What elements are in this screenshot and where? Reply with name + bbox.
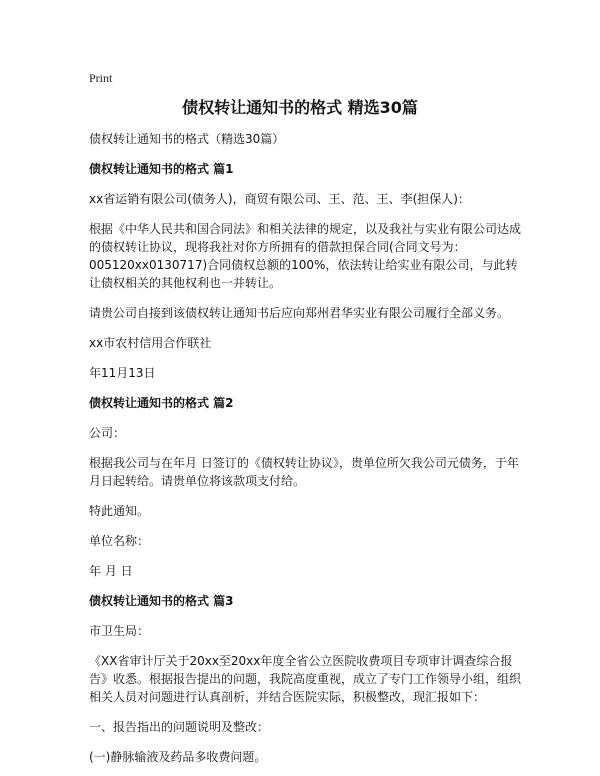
document-subtitle: 债权转让通知书的格式（精选30篇） bbox=[89, 132, 285, 146]
section3-item-1: 一、报告指出的问题说明及整改： bbox=[89, 720, 270, 734]
section1-addressee: xx省运销有限公司(债务人)，商贸有限公司、王、范、王、李(担保人)： bbox=[89, 192, 470, 206]
section1-request: 请贵公司自接到该债权转让通知书后应向郑州君华实业有限公司履行全部义务。 bbox=[89, 306, 510, 320]
section1-signatory: xx市农村信用合作联社 bbox=[89, 336, 212, 350]
section2-notice: 特此通知。 bbox=[89, 504, 150, 518]
section3-body: 《XX省审计厅关于20xx至20xx年度全省公立医院收费项目专项审计调查综合报告》收悉。根据报告提出的问题，我院高度重视，成立了专门工作领导小组，组织相关人员对问题进行认真剖析，并结合医院实际，积极整改，现汇报如下： bbox=[89, 654, 522, 704]
section-heading-1: 债权转让通知书的格式 篇1 bbox=[89, 162, 234, 176]
section1-date: 年11月13日 bbox=[89, 366, 156, 380]
section3-addressee: 市卫生局： bbox=[89, 624, 150, 638]
section2-unit-name: 单位名称： bbox=[89, 534, 150, 548]
section1-body: 根据《中华人民共和国合同法》和相关法律的规定，以及我社与实业有限公司达成的债权转让协议，现将我社对你方所拥有的借款担保合同(合同文号为：005120xx0130717)合同债权总额的100%，依法转让给实业有限公司，与此转让债权相关的其他权利也一并转让。 bbox=[89, 222, 522, 290]
print-label[interactable]: Print bbox=[89, 71, 113, 85]
section2-date: 年 月 日 bbox=[89, 564, 133, 578]
document-body bbox=[89, 130, 521, 776]
section3-subitem-1: (一)静脉输液及药品多收费问题。 bbox=[89, 750, 267, 764]
document-title: 债权转让通知书的格式 精选30篇 bbox=[182, 98, 418, 117]
section2-addressee: 公司： bbox=[89, 426, 126, 440]
section2-body: 根据我公司与在年月 日签订的《债权转让协议》，贵单位所欠我公司元债务，于年月日起转给。请贵单位将该款项支付给。 bbox=[89, 456, 519, 488]
section-heading-3: 债权转让通知书的格式 篇3 bbox=[89, 594, 234, 608]
section-heading-2: 债权转让通知书的格式 篇2 bbox=[89, 396, 234, 410]
